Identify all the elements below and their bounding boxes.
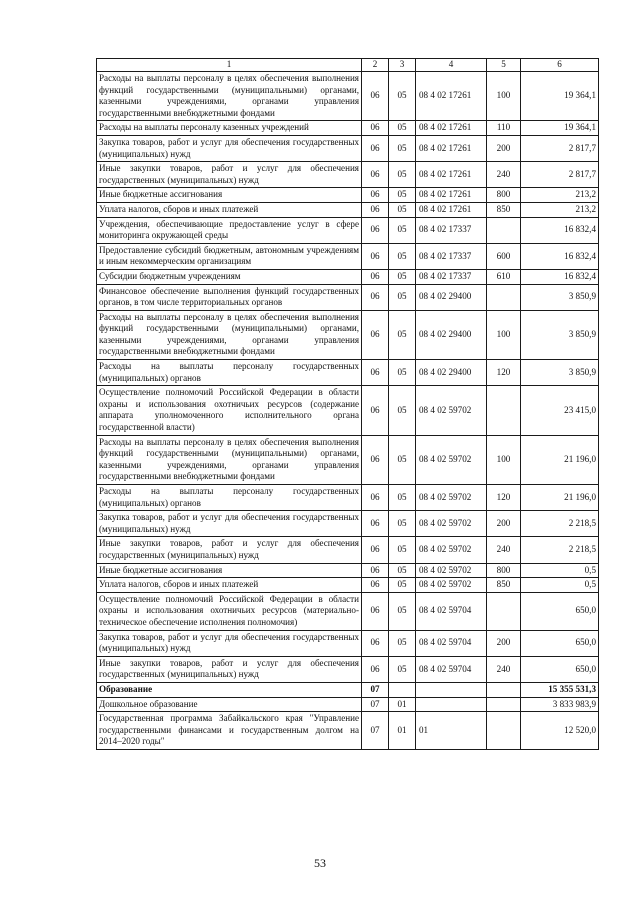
row-amount-cell: 0,5 (521, 563, 599, 578)
row-subsection-cell: 05 (389, 592, 416, 630)
header-cell-6: 6 (521, 59, 599, 72)
row-section-cell: 06 (362, 269, 389, 284)
row-amount-cell: 19 364,1 (521, 72, 599, 121)
table-row (97, 135, 599, 161)
row-expense-type-cell: 610 (487, 269, 521, 284)
row-section-cell: 06 (362, 202, 389, 217)
row-expense-type-cell: 100 (487, 310, 521, 359)
row-name-cell: Расходы на выплаты персоналу казенных учреждений (97, 121, 362, 136)
header-cell-3: 3 (389, 59, 416, 72)
row-section-cell: 06 (362, 511, 389, 537)
row-target-article-cell: 08 4 02 29400 (416, 360, 487, 386)
row-subsection-cell: 05 (389, 310, 416, 359)
row-name-cell: Учреждения, обеспечивающие предоставление услуг в сфере мониторинга окружающей среды (97, 217, 362, 243)
table-row (97, 682, 599, 697)
budget-table (96, 58, 599, 750)
row-expense-type-cell (487, 217, 521, 243)
row-target-article-cell: 08 4 02 59702 (416, 511, 487, 537)
row-subsection-cell: 05 (389, 72, 416, 121)
row-amount-cell: 3 850,9 (521, 310, 599, 359)
row-section-cell: 06 (362, 435, 389, 484)
row-name-cell: Иные бюджетные ассигнования (97, 563, 362, 578)
table-row (97, 269, 599, 284)
table-header-row (97, 59, 599, 72)
table-row (97, 537, 599, 563)
row-section-cell: 06 (362, 656, 389, 682)
page-number: 53 (314, 856, 326, 870)
row-subsection-cell: 05 (389, 656, 416, 682)
table-row (97, 243, 599, 269)
row-amount-cell: 213,2 (521, 188, 599, 203)
row-target-article-cell: 08 4 02 59704 (416, 630, 487, 656)
row-target-article-cell: 08 4 02 59704 (416, 656, 487, 682)
header-cell-4: 4 (416, 59, 487, 72)
row-amount-cell: 650,0 (521, 592, 599, 630)
header-cell-2: 2 (362, 59, 389, 72)
row-section-cell: 06 (362, 360, 389, 386)
table-row (97, 511, 599, 537)
row-subsection-cell: 01 (389, 712, 416, 750)
row-section-cell: 06 (362, 592, 389, 630)
row-name-cell: Финансовое обеспечение выполнения функций государственных органов, в том числе территориальных органов (97, 284, 362, 310)
row-target-article-cell (416, 697, 487, 712)
table-row (97, 72, 599, 121)
row-name-cell: Осуществление полномочий Российской Федерации в области охраны и использования охотничьих ресурсов (материально-техническое обеспечение исполнения полномочия) (97, 592, 362, 630)
row-expense-type-cell (487, 592, 521, 630)
row-target-article-cell: 08 4 02 17261 (416, 162, 487, 188)
row-name-cell: Субсидии бюджетным учреждениям (97, 269, 362, 284)
row-subsection-cell: 05 (389, 121, 416, 136)
row-target-article-cell: 08 4 02 59702 (416, 563, 487, 578)
row-name-cell: Закупка товаров, работ и услуг для обеспечения государственных (муниципальных) нужд (97, 511, 362, 537)
row-subsection-cell: 05 (389, 435, 416, 484)
row-name-cell: Предоставление субсидий бюджетным, автономным учреждениям и иным некоммерческим организациям (97, 243, 362, 269)
row-section-cell: 06 (362, 121, 389, 136)
row-target-article-cell: 08 4 02 59704 (416, 592, 487, 630)
row-name-cell: Расходы на выплаты персоналу государственных (муниципальных) органов (97, 360, 362, 386)
row-target-article-cell: 08 4 02 59702 (416, 435, 487, 484)
row-name-cell: Уплата налогов, сборов и иных платежей (97, 578, 362, 593)
row-section-cell: 06 (362, 72, 389, 121)
row-target-article-cell: 01 (416, 712, 487, 750)
row-expense-type-cell: 240 (487, 537, 521, 563)
row-section-cell: 06 (362, 188, 389, 203)
row-expense-type-cell: 200 (487, 511, 521, 537)
row-amount-cell: 16 832,4 (521, 243, 599, 269)
row-amount-cell: 0,5 (521, 578, 599, 593)
row-subsection-cell: 01 (389, 697, 416, 712)
row-section-cell: 06 (362, 135, 389, 161)
row-target-article-cell: 08 4 02 59702 (416, 485, 487, 511)
row-name-cell: Дошкольное образование (97, 697, 362, 712)
row-expense-type-cell: 850 (487, 578, 521, 593)
row-amount-cell: 650,0 (521, 630, 599, 656)
row-subsection-cell: 05 (389, 202, 416, 217)
row-subsection-cell: 05 (389, 563, 416, 578)
row-amount-cell: 213,2 (521, 202, 599, 217)
table-row (97, 121, 599, 136)
table-row (97, 202, 599, 217)
table-row (97, 656, 599, 682)
row-subsection-cell: 05 (389, 269, 416, 284)
row-name-cell: Иные закупки товаров, работ и услуг для обеспечения государственных (муниципальных) нужд (97, 656, 362, 682)
row-amount-cell: 3 850,9 (521, 284, 599, 310)
row-expense-type-cell (487, 712, 521, 750)
table-row (97, 592, 599, 630)
row-expense-type-cell (487, 284, 521, 310)
row-subsection-cell: 05 (389, 135, 416, 161)
row-subsection-cell (389, 682, 416, 697)
table-row (97, 578, 599, 593)
row-section-cell: 06 (362, 630, 389, 656)
row-expense-type-cell: 240 (487, 162, 521, 188)
row-name-cell: Расходы на выплаты персоналу в целях обеспечения выполнения функций государственными (муниципальными) органами, казенными учреждениями, органами управления государственными внебюджетными фондами (97, 72, 362, 121)
table-row (97, 162, 599, 188)
row-target-article-cell: 08 4 02 17337 (416, 217, 487, 243)
row-expense-type-cell: 120 (487, 485, 521, 511)
row-section-cell: 06 (362, 578, 389, 593)
row-amount-cell: 19 364,1 (521, 121, 599, 136)
row-expense-type-cell: 800 (487, 188, 521, 203)
row-amount-cell: 2 218,5 (521, 511, 599, 537)
row-name-cell: Иные закупки товаров, работ и услуг для обеспечения государственных (муниципальных) нужд (97, 537, 362, 563)
table-row (97, 188, 599, 203)
row-subsection-cell: 05 (389, 485, 416, 511)
row-name-cell: Закупка товаров, работ и услуг для обеспечения государственных (муниципальных) нужд (97, 135, 362, 161)
table-row (97, 712, 599, 750)
row-section-cell: 06 (362, 563, 389, 578)
row-section-cell: 07 (362, 712, 389, 750)
row-amount-cell: 2 817,7 (521, 135, 599, 161)
row-section-cell: 06 (362, 162, 389, 188)
row-target-article-cell: 08 4 02 29400 (416, 284, 487, 310)
row-expense-type-cell: 850 (487, 202, 521, 217)
row-amount-cell: 23 415,0 (521, 386, 599, 435)
row-expense-type-cell: 100 (487, 435, 521, 484)
row-expense-type-cell: 240 (487, 656, 521, 682)
row-name-cell: Иные закупки товаров, работ и услуг для обеспечения государственных (муниципальных) нужд (97, 162, 362, 188)
row-target-article-cell: 08 4 02 59702 (416, 386, 487, 435)
row-target-article-cell (416, 682, 487, 697)
row-subsection-cell: 05 (389, 284, 416, 310)
row-target-article-cell: 08 4 02 59702 (416, 578, 487, 593)
row-amount-cell: 650,0 (521, 656, 599, 682)
row-section-cell: 06 (362, 485, 389, 511)
row-target-article-cell: 08 4 02 17261 (416, 72, 487, 121)
row-subsection-cell: 05 (389, 162, 416, 188)
row-expense-type-cell (487, 682, 521, 697)
row-amount-cell: 3 833 983,9 (521, 697, 599, 712)
row-subsection-cell: 05 (389, 537, 416, 563)
row-section-cell: 06 (362, 310, 389, 359)
table-row (97, 563, 599, 578)
row-section-cell: 06 (362, 217, 389, 243)
row-section-cell: 07 (362, 697, 389, 712)
row-section-cell: 06 (362, 284, 389, 310)
header-cell-5: 5 (487, 59, 521, 72)
table-row (97, 386, 599, 435)
row-name-cell: Расходы на выплаты персоналу в целях обеспечения выполнения функций государственными (муниципальными) органами, казенными учреждениями, органами управления государственными внебюджетными фондами (97, 310, 362, 359)
row-expense-type-cell: 120 (487, 360, 521, 386)
row-section-cell: 07 (362, 682, 389, 697)
row-target-article-cell: 08 4 02 17337 (416, 243, 487, 269)
row-expense-type-cell (487, 386, 521, 435)
row-name-cell: Расходы на выплаты персоналу в целях обеспечения выполнения функций государственными (муниципальными) органами, казенными учреждениями, органами управления государственными внебюджетными фондами (97, 435, 362, 484)
row-expense-type-cell: 200 (487, 630, 521, 656)
table-row (97, 630, 599, 656)
row-target-article-cell: 08 4 02 17261 (416, 202, 487, 217)
table-row (97, 360, 599, 386)
table-row (97, 697, 599, 712)
row-section-cell: 06 (362, 243, 389, 269)
row-subsection-cell: 05 (389, 188, 416, 203)
row-name-cell: Осуществление полномочий Российской Федерации в области охраны и использования охотничьих ресурсов (содержание аппарата уполномоченного исполнительного органа государственной власти) (97, 386, 362, 435)
row-target-article-cell: 08 4 02 17261 (416, 188, 487, 203)
table-row (97, 435, 599, 484)
row-amount-cell: 21 196,0 (521, 435, 599, 484)
table-row (97, 284, 599, 310)
row-target-article-cell: 08 4 02 17261 (416, 135, 487, 161)
row-amount-cell: 15 355 531,3 (521, 682, 599, 697)
row-subsection-cell: 05 (389, 578, 416, 593)
table-row (97, 485, 599, 511)
row-amount-cell: 16 832,4 (521, 217, 599, 243)
header-cell-1: 1 (97, 59, 362, 72)
row-name-cell: Закупка товаров, работ и услуг для обеспечения государственных (муниципальных) нужд (97, 630, 362, 656)
row-name-cell: Государственная программа Забайкальского края "Управление государственными финансами и государственным долгом на 2014–2020 годы" (97, 712, 362, 750)
row-expense-type-cell: 110 (487, 121, 521, 136)
row-amount-cell: 2 218,5 (521, 537, 599, 563)
row-subsection-cell: 05 (389, 360, 416, 386)
row-section-cell: 06 (362, 386, 389, 435)
row-amount-cell: 2 817,7 (521, 162, 599, 188)
row-target-article-cell: 08 4 02 59702 (416, 537, 487, 563)
row-target-article-cell: 08 4 02 29400 (416, 310, 487, 359)
row-amount-cell: 21 196,0 (521, 485, 599, 511)
row-amount-cell: 16 832,4 (521, 269, 599, 284)
row-name-cell: Иные бюджетные ассигнования (97, 188, 362, 203)
row-target-article-cell: 08 4 02 17261 (416, 121, 487, 136)
row-name-cell: Образование (97, 682, 362, 697)
row-target-article-cell: 08 4 02 17337 (416, 269, 487, 284)
row-name-cell: Уплата налогов, сборов и иных платежей (97, 202, 362, 217)
row-expense-type-cell: 200 (487, 135, 521, 161)
row-expense-type-cell: 600 (487, 243, 521, 269)
row-expense-type-cell: 800 (487, 563, 521, 578)
row-expense-type-cell (487, 697, 521, 712)
row-name-cell: Расходы на выплаты персоналу государственных (муниципальных) органов (97, 485, 362, 511)
row-amount-cell: 3 850,9 (521, 360, 599, 386)
row-amount-cell: 12 520,0 (521, 712, 599, 750)
row-subsection-cell: 05 (389, 511, 416, 537)
row-subsection-cell: 05 (389, 243, 416, 269)
row-section-cell: 06 (362, 537, 389, 563)
row-expense-type-cell: 100 (487, 72, 521, 121)
table-row (97, 217, 599, 243)
table-row (97, 310, 599, 359)
row-subsection-cell: 05 (389, 386, 416, 435)
row-subsection-cell: 05 (389, 630, 416, 656)
row-subsection-cell: 05 (389, 217, 416, 243)
